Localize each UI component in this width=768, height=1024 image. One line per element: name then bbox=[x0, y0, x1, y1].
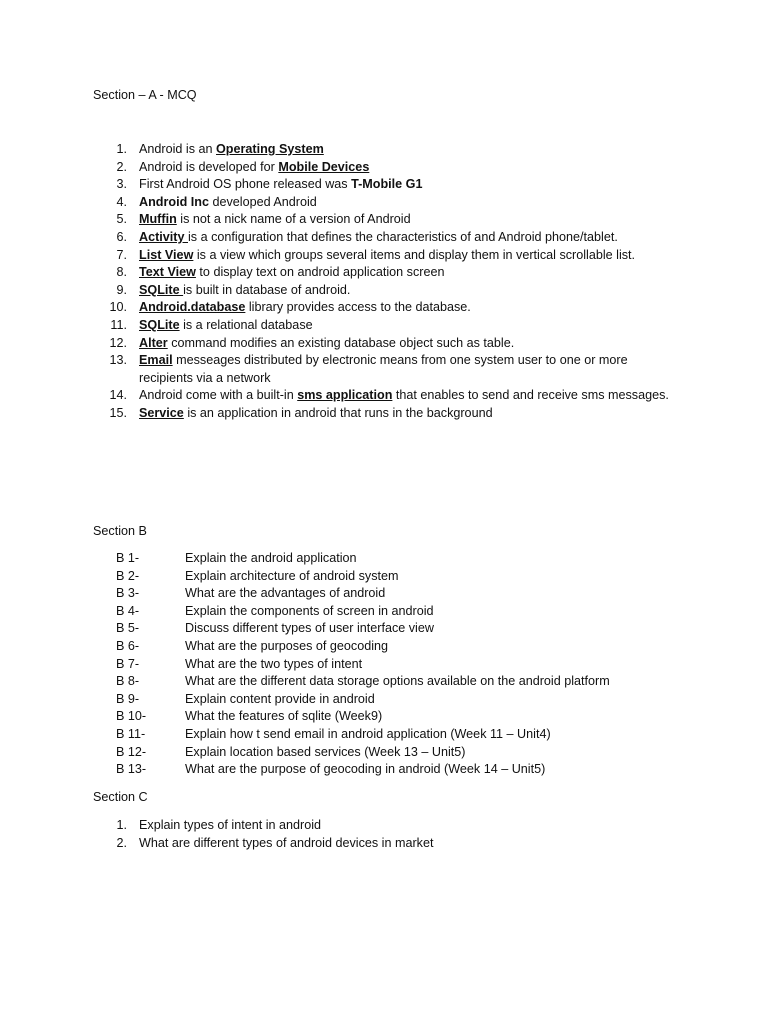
question-code: B 12- bbox=[116, 744, 147, 759]
section-b-list bbox=[116, 550, 696, 779]
question-code: B 2- bbox=[116, 568, 140, 583]
list-item bbox=[93, 835, 683, 853]
question-code: B 1- bbox=[116, 551, 140, 565]
item-number: 8. bbox=[116, 265, 127, 280]
text-segment: is an application in android that runs in the background bbox=[183, 405, 493, 420]
answer-term: Service bbox=[139, 405, 184, 420]
item-text bbox=[139, 247, 683, 265]
list-item bbox=[93, 211, 683, 229]
list-item bbox=[116, 691, 696, 709]
list-item bbox=[93, 817, 683, 835]
question-text: What are the purposes of geocoding bbox=[185, 638, 389, 653]
item-number: 10. bbox=[109, 300, 127, 315]
list-item bbox=[116, 673, 696, 691]
text-segment: library provides access to the database. bbox=[245, 300, 471, 315]
text-segment: Android is developed for bbox=[139, 159, 279, 174]
item-text bbox=[139, 229, 683, 247]
item-number: 2. bbox=[116, 159, 127, 174]
item-text bbox=[139, 282, 683, 300]
section-a-title: Section – A - MCQ bbox=[93, 88, 197, 102]
question-text: Explain how t send email in android application (Week 11 – Unit4) bbox=[185, 726, 551, 741]
list-item bbox=[93, 335, 683, 353]
question-text: Discuss different types of user interface view bbox=[185, 621, 434, 636]
question-code: B 8- bbox=[116, 674, 140, 689]
item-text bbox=[139, 352, 683, 387]
answer-term: Android.database bbox=[139, 300, 246, 315]
answer-term: Muffin bbox=[139, 212, 177, 227]
text-segment: is built in database of android. bbox=[183, 282, 351, 297]
item-number: 1. bbox=[116, 142, 127, 156]
item-number: 3. bbox=[116, 177, 127, 192]
answer-term: SQLite bbox=[139, 317, 180, 332]
text-segment: is not a nick name of a version of Android bbox=[176, 212, 411, 227]
list-item bbox=[93, 317, 683, 335]
list-item bbox=[116, 603, 696, 621]
item-text bbox=[139, 335, 683, 353]
list-item bbox=[116, 726, 696, 744]
item-text bbox=[139, 141, 683, 159]
item-number: 6. bbox=[116, 229, 127, 244]
item-text bbox=[139, 317, 683, 335]
answer-term: SQLite bbox=[139, 282, 184, 297]
list-item bbox=[116, 620, 696, 638]
item-text bbox=[139, 299, 683, 317]
item-number: 4. bbox=[116, 194, 127, 209]
item-number: 12. bbox=[109, 335, 127, 350]
list-item bbox=[116, 585, 696, 603]
question-code: B 3- bbox=[116, 586, 140, 601]
question-code: B 4- bbox=[116, 603, 140, 618]
question-text: What are the two types of intent bbox=[185, 656, 363, 671]
question-code: B 13- bbox=[116, 762, 147, 777]
question-text: Explain content provide in android bbox=[185, 691, 375, 706]
question-text: Explain architecture of android system bbox=[185, 568, 399, 583]
text-segment: is a relational database bbox=[179, 317, 313, 332]
list-item bbox=[93, 387, 683, 405]
answer-term: Text View bbox=[139, 265, 196, 280]
question-code: B 10- bbox=[116, 709, 147, 724]
text-segment: is a configuration that defines the characteristics of and Android phone/tablet. bbox=[188, 229, 618, 244]
list-item bbox=[116, 656, 696, 674]
item-number: 7. bbox=[116, 247, 127, 262]
question-text: Explain location based services (Week 13 – Unit5) bbox=[185, 744, 466, 759]
question-text: What the features of sqlite (Week9) bbox=[185, 709, 383, 724]
question-code: B 5- bbox=[116, 621, 140, 636]
list-item bbox=[93, 247, 683, 265]
item-text bbox=[139, 387, 683, 405]
item-number: 9. bbox=[116, 282, 127, 297]
question-text: What are the different data storage options available on the android platform bbox=[185, 674, 610, 689]
list-item bbox=[93, 352, 683, 387]
list-item bbox=[116, 638, 696, 656]
answer-term: sms application bbox=[297, 388, 393, 403]
item-number: 15. bbox=[109, 405, 127, 420]
section-b-title: Section B bbox=[93, 524, 147, 538]
item-text bbox=[139, 211, 683, 229]
question-code: B 9- bbox=[116, 691, 140, 706]
question-text: What are the advantages of android bbox=[185, 586, 386, 601]
list-item bbox=[93, 299, 683, 317]
answer-term: Alter bbox=[139, 335, 168, 350]
text-segment: developed Android bbox=[208, 194, 317, 209]
item-number: 2. bbox=[116, 835, 127, 850]
item-number: 11. bbox=[110, 317, 127, 332]
item-text bbox=[139, 405, 683, 423]
item-text bbox=[139, 194, 683, 212]
item-text: What are different types of android devices in market bbox=[139, 835, 434, 850]
question-code: B 11- bbox=[116, 726, 146, 741]
text-segment: First Android OS phone released was bbox=[139, 177, 352, 192]
item-number: 13. bbox=[109, 353, 127, 368]
list-item bbox=[93, 405, 683, 423]
section-c-title: Section C bbox=[93, 790, 148, 804]
text-segment: command modifies an existing database object such as table. bbox=[167, 335, 515, 350]
answer-term: Operating System bbox=[216, 142, 324, 156]
list-item bbox=[93, 282, 683, 300]
section-c-list bbox=[93, 817, 683, 852]
text-segment: is a view which groups several items and display them in vertical scrollable list. bbox=[193, 247, 636, 262]
answer-term: Email bbox=[139, 353, 173, 368]
answer-term: Mobile Devices bbox=[278, 159, 370, 174]
list-item bbox=[116, 550, 696, 568]
text-segment: Android is an bbox=[139, 142, 217, 156]
item-text bbox=[139, 176, 683, 194]
question-code: B 7- bbox=[116, 656, 140, 671]
list-item bbox=[93, 194, 683, 212]
question-text: Explain the components of screen in android bbox=[185, 603, 434, 618]
list-item bbox=[116, 568, 696, 586]
bold-term: Android Inc bbox=[139, 194, 209, 209]
answer-term: Activity bbox=[139, 229, 188, 244]
text-segment: Android come with a built-in bbox=[139, 388, 298, 403]
item-number: 14. bbox=[109, 388, 127, 403]
text-segment: to display text on android application screen bbox=[195, 265, 445, 280]
item-text bbox=[139, 264, 683, 282]
item-number: 5. bbox=[116, 212, 127, 227]
list-item bbox=[93, 229, 683, 247]
list-item bbox=[93, 264, 683, 282]
item-text bbox=[139, 159, 683, 177]
bold-term: T-Mobile G1 bbox=[351, 177, 423, 192]
text-segment: that enables to send and receive sms messages. bbox=[392, 388, 669, 403]
text-segment: messeages distributed by electronic means from one system user to one or more recipients via a network bbox=[139, 353, 628, 385]
question-code: B 6- bbox=[116, 638, 140, 653]
answer-term: List View bbox=[139, 247, 194, 262]
item-text: Explain types of intent in android bbox=[139, 818, 322, 832]
question-text: What are the purpose of geocoding in android (Week 14 – Unit5) bbox=[185, 762, 546, 777]
list-item bbox=[93, 141, 683, 159]
list-item bbox=[116, 708, 696, 726]
item-number: 1. bbox=[116, 818, 127, 832]
list-item bbox=[116, 761, 696, 779]
list-item bbox=[93, 159, 683, 177]
list-item bbox=[93, 176, 683, 194]
question-text: Explain the android application bbox=[185, 551, 357, 565]
mcq-list bbox=[93, 141, 683, 423]
list-item bbox=[116, 744, 696, 762]
